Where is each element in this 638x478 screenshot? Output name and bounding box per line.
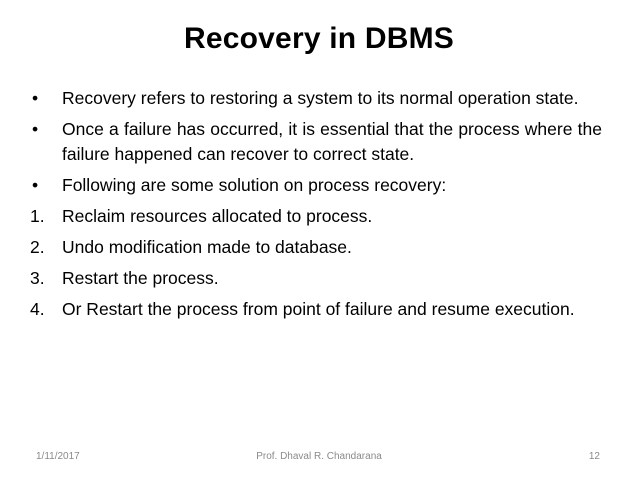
bullet-text: Following are some solution on process recovery: [62,175,447,195]
footer-page-number: 12 [588,451,600,462]
numbered-text: Or Restart the process from point of failure and resume execution. [62,299,575,319]
bullet-marker: • [32,175,39,195]
numbered-item [30,235,602,260]
numbered-text: Reclaim resources allocated to process. [62,206,373,226]
footer-date: 1/11/2017 [36,451,80,462]
bullet-marker: • [32,119,39,139]
number-marker: 3. [30,268,45,288]
bullet-text: Recovery refers to restoring a system to its normal operation state. [62,88,579,108]
bullet-item [30,117,602,167]
numbered-item [30,266,602,291]
numbered-text: Undo modification made to database. [62,237,352,257]
bullet-text: Once a failure has occurred, it is essential that the process where the failure happened can recover to correct state. [62,119,602,164]
number-marker: 1. [30,206,45,226]
number-marker: 2. [30,237,45,257]
bullet-marker: • [32,88,39,108]
footer-author: Prof. Dhaval R. Chandarana [256,451,382,462]
numbered-item [30,204,602,229]
slide-content [30,86,602,328]
bullet-item [30,173,602,198]
numbered-text: Restart the process. [62,268,219,288]
bullet-item [30,86,602,111]
numbered-item [30,297,602,322]
slide-title: Recovery in DBMS [184,22,454,55]
number-marker: 4. [30,299,45,319]
